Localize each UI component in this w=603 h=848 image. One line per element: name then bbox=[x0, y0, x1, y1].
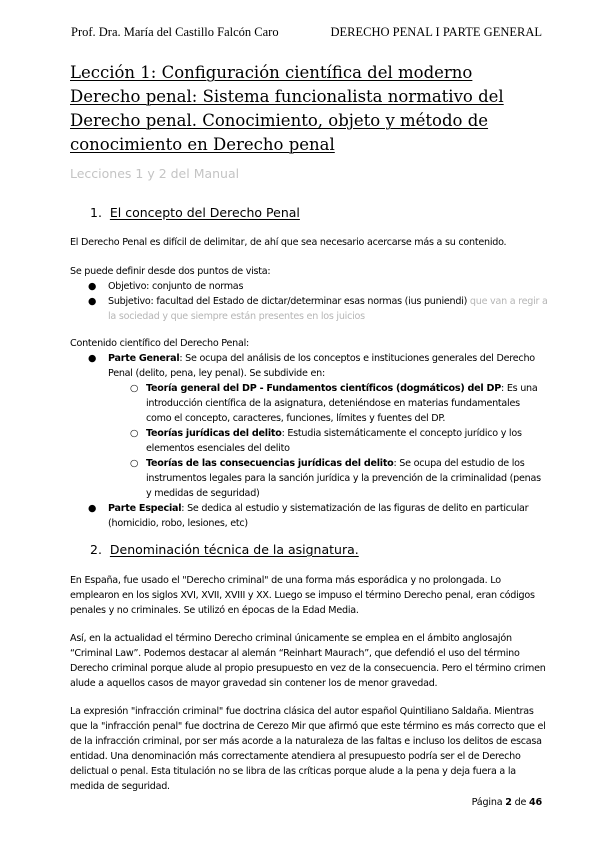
intro-paragraph: El Derecho Penal es difícil de delimitar, de ahí que sea necesario acercarse más a su contenido. bbox=[70, 237, 507, 248]
bullet-icon: ● bbox=[88, 296, 97, 307]
section-1-number: 1. bbox=[90, 205, 102, 220]
header-course: DERECHO PENAL I PARTE GENERAL bbox=[330, 25, 542, 39]
list-item-subjective: ● Subjetivo: facultad del Estado de dictar/determinar esas normas (ius puniendi) que van a regir a la sociedad y que siempre están presentes en los juicios bbox=[88, 296, 548, 322]
lesson-title: Lección 1: Configuración científica del moderno Derecho penal: Sistema funcionalista normativo del Derecho penal. Conocimiento, objeto y método de conocimiento en Derecho penal bbox=[70, 63, 504, 154]
content-list bbox=[70, 351, 548, 531]
section-2-heading bbox=[90, 542, 359, 557]
circle-bullet-icon: ○ bbox=[130, 458, 139, 469]
general-sublist bbox=[108, 381, 548, 501]
bullet-icon: ● bbox=[88, 503, 97, 514]
sublist-item: ○ Teoría general del DP - Fundamentos científicos (dogmáticos) del DP: Es una introducción científica de la asignatura, deteniéndose en materias fundamentales como el concepto, caracteres, funciones, límites y fuentes del DP. bbox=[130, 383, 538, 424]
section-2-title: Denominación técnica de la asignatura. bbox=[109, 542, 359, 557]
circle-bullet-icon: ○ bbox=[130, 428, 139, 439]
sublist-item: ○ Teorías jurídicas del delito: Estudia sistemáticamente el concepto jurídico y los elementos esenciales del delito bbox=[130, 428, 522, 454]
page-number: Página 2 de 46 bbox=[471, 797, 542, 808]
paragraph: La expresión "infracción criminal" fue doctrina clásica del autor español Quintiliano Saldaña. Mientras que la "infracción penal" fue doctrina de Cerezo Mir que afirmó que este término es más correcto que el de la infracción criminal, por ser más acorde a la naturaleza de las faltas e incluso los delitos de escasa entidad. Una denominación más correctamente atendiera al presupuesto podría ser el de Derecho delictual o penal. Esta titulación no se libra de las críticas porque alude a la pena y deja fuera a la medida de seguridad. bbox=[70, 706, 546, 792]
bullet-icon: ● bbox=[88, 281, 97, 292]
header-author: Prof. Dra. María del Castillo Falcón Caro bbox=[71, 25, 279, 39]
list-item-objective: ● Objetivo: conjunto de normas bbox=[88, 281, 244, 292]
section-1-intro bbox=[70, 235, 548, 250]
bullet-icon: ● bbox=[88, 353, 97, 364]
circle-bullet-icon: ○ bbox=[130, 383, 139, 394]
list-item-parte-general: ● Parte General: Se ocupa del análisis de los conceptos e instituciones generales del Derecho Penal (delito, pena, ley penal). Se subdivide en: ○ Teoría general del DP - Fundamentos científicos (dogmáticos) del DP: Es una introducción científica de la asignatura, deteniéndose en materias fundamentales como el concepto, caracteres, funciones, límites y fuentes del DP. ○ Teorías jurídicas del delito: Estudia sistemáticamente el concepto jurídico y los elementos esenciales del delito ○ Teorías de las consecuencias jurídicas del delito: Se ocupa del estudio de los instrumentos legales para la sanción jurídica y la prevención de la criminalidad (penas y medidas de seguridad) bbox=[70, 351, 548, 501]
definition-views bbox=[70, 264, 548, 324]
content-intro: Contenido científico del Derecho Penal: bbox=[70, 338, 250, 349]
manual-reference: Lecciones 1 y 2 del Manual bbox=[70, 166, 240, 181]
paragraph: Así, en la actualidad el término Derecho criminal únicamente se emplea en el ámbito anglosajón “Criminal Law”. Podemos destacar al alemán “Reinhart Maurach”, que defendió el uso del término Derecho criminal porque alude al propio presupuesto en vez de la consecuencia. Pero el término crimen alude a aquellos casos de mayor gravedad sin contener los de menor gravedad. bbox=[70, 633, 546, 689]
paragraph: En España, fue usado el "Derecho criminal" de una forma más esporádica y no prolongada. Lo emplearon en los siglos XVI, XVII, XVIII y XX. Luego se impuso el término Derecho penal, eran códigos penales y no criminales. Se utilizó en épocas de la Edad Media. bbox=[70, 575, 535, 616]
section-1-title: El concepto del Derecho Penal bbox=[109, 205, 300, 220]
views-intro: Se puede definir desde dos puntos de vista: bbox=[70, 266, 271, 277]
views-list bbox=[70, 279, 548, 324]
faded-note: que van a regir a la sociedad y que siempre están presentes en los juicios bbox=[108, 296, 548, 322]
sublist-item: ○ Teorías de las consecuencias jurídicas del delito: Se ocupa del estudio de los instrumentos legales para la sanción jurídica y la prevención de la criminalidad (penas y medidas de seguridad) bbox=[130, 458, 541, 499]
section-1-heading bbox=[90, 205, 300, 220]
scientific-content bbox=[70, 336, 548, 531]
section-2-number: 2. bbox=[90, 542, 102, 557]
list-item-parte-especial: ● Parte Especial: Se dedica al estudio y sistematización de las figuras de delito en particular (homicidio, robo, lesiones, etc) bbox=[88, 503, 529, 529]
